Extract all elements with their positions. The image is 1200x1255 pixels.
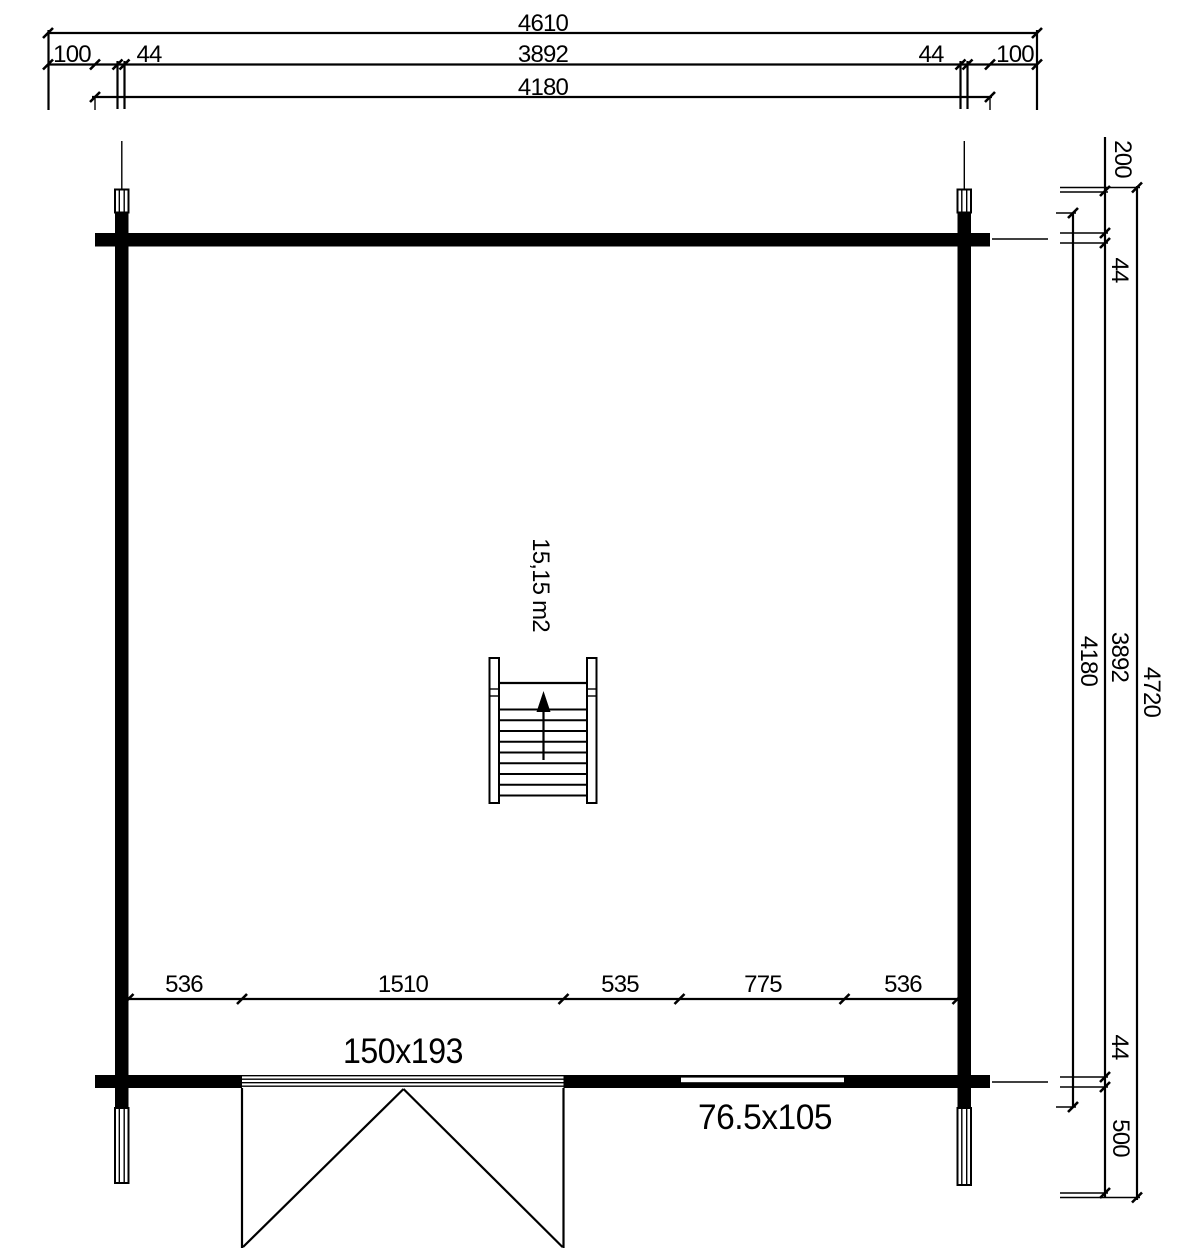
dim-right-overhang-top: 200: [1109, 140, 1136, 178]
dim-top-wall-left: 44: [136, 41, 162, 68]
dim-top-inner-span: 3892: [517, 41, 569, 68]
dim-right-overhang-bottom: 500: [1107, 1119, 1134, 1157]
dim-top-overhang-right: 100: [996, 41, 1034, 68]
dim-right-outer-span: 4180: [1075, 635, 1102, 687]
staircase: [489, 658, 597, 803]
area-label: 15,15 m2: [527, 538, 554, 632]
dim-top-outer-span: 4180: [517, 74, 569, 101]
door-swing-right: [404, 1089, 563, 1247]
corner-post-bottom-left: [115, 1108, 129, 1183]
wall-right: [958, 212, 972, 1108]
dim-right-wall-bottom: 44: [1106, 1034, 1133, 1060]
dim-bottom-segment-1: 1510: [377, 971, 429, 998]
stair-stringer-left: [490, 658, 500, 803]
bottom-dimension-chain: [124, 971, 963, 1004]
wall-left: [115, 212, 129, 1108]
corner-post-top-right: [958, 190, 972, 213]
dim-right-inner-span: 3892: [1106, 631, 1133, 683]
door-size-label: 150x193: [343, 1032, 463, 1071]
wall-bottom-left-segment: [95, 1075, 242, 1088]
window-size-label: 76.5x105: [698, 1098, 832, 1137]
walls: [95, 212, 990, 1108]
dim-right-wall-top: 44: [1106, 257, 1133, 283]
corner-post-bottom-right: [958, 1108, 972, 1185]
window-glass-slot: [681, 1078, 844, 1083]
dim-top-wall-right: 44: [918, 41, 944, 68]
dim-bottom-segment-4: 536: [884, 971, 922, 998]
dim-bottom-segment-3: 775: [744, 971, 782, 998]
dim-top-overhang-left: 100: [53, 41, 91, 68]
stair-up-arrow-icon: [537, 691, 551, 760]
right-dimension-chain: [992, 137, 1165, 1203]
dim-top-overall: 4610: [517, 10, 569, 37]
dim-bottom-segment-2: 535: [601, 971, 639, 998]
door-swing-left: [243, 1089, 404, 1247]
corner-log-ends: [115, 141, 971, 1185]
stair-stringer-right: [587, 658, 597, 803]
corner-post-top-left: [115, 190, 129, 213]
wall-top: [95, 233, 990, 247]
dim-right-overall: 4720: [1138, 666, 1165, 718]
dim-bottom-segment-0: 536: [165, 971, 203, 998]
top-dimension-chain: [43, 10, 1042, 110]
door-symbol: [242, 1032, 564, 1248]
